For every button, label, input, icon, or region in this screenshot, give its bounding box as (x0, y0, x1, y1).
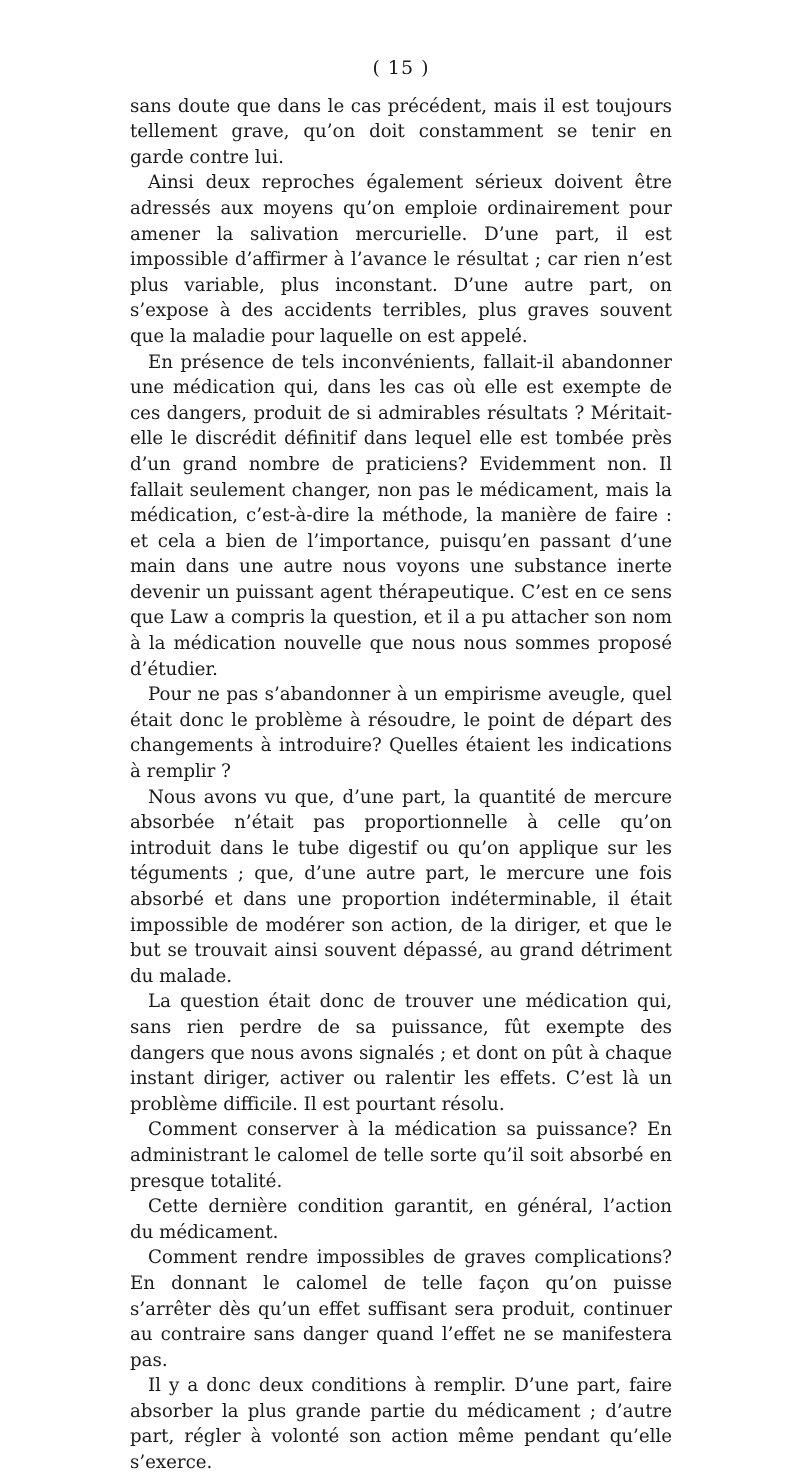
paragraph-3: En présence de tels inconvénients, fallait-il abandonner une médication qui, dans les cas où elle est exempte de ces dangers, produit de si admirables résultats ? Méritait-elle le discrédit définitif dans lequel elle est tombée près d’un grand nombre de praticiens? Evidemment non. Il fallait seulement changer, non pas le médicament, mais la médication, c’est-à-dire la méthode, la manière de faire : et cela a bien de l’importance, puisqu’en passant d’une main dans une autre nous voyons une substance inerte devenir un puissant agent thérapeutique. C’est en ce sens que Law a compris la question, et il a pu attacher son nom à la médication nouvelle que nous nous sommes proposé d’étudier. (130, 351, 672, 680)
paragraph-8: Cette dernière condition garantit, en général, l’action du médicament. (130, 1196, 672, 1243)
paragraph-6: La question était donc de trouver une médication qui, sans rien perdre de sa puissance, fût exempte des dangers que nous avons signalés ; et dont on pût à chaque instant diriger, activer ou ralentir les effets. C’est là un problème difficile. Il est pourtant résolu. (130, 991, 672, 1115)
paragraph-5: Nous avons vu que, d’une part, la quantité de mercure absorbée n’était pas proportionnelle à celle qu’on introduit dans le tube digestif ou qu’on applique sur les téguments ; que, d’une autre part, le mercure une fois absorbé et dans une proportion indéterminable, il était impossible de modérer son action, de la diriger, et que le but se trouvait ainsi souvent dépassé, au grand détriment du malade. (130, 786, 672, 987)
paragraph-2: Ainsi deux reproches également sérieux doivent être adressés aux moyens qu’on emploie ordinairement pour amener la salivation mercurielle. D’une part, il est impossible d’affirmer à l’avance le résultat ; car rien n’est plus variable, plus inconstant. D’une autre part, on s’expose à des accidents terribles, plus graves souvent que la maladie pour laquelle on est appelé. (130, 172, 672, 347)
paragraph-10: Il y a donc deux conditions à remplir. D’une part, faire absorber la plus grande partie du médicament ; d’autre part, régler à volonté son action même pendant qu’elle s’exerce. (130, 1375, 672, 1474)
page-number: ( 15 ) (372, 57, 430, 79)
paragraph-9: Comment rendre impossibles de graves complications? En donnant le calomel de telle façon qu’on puisse s’arrêter dès qu’un effet suffisant sera produit, continuer au contraire sans danger quand l’effet ne se manifestera pas. (130, 1247, 672, 1371)
book-page (130, 56, 672, 1476)
paragraph-7: Comment conserver à la médication sa puissance? En administrant le calomel de telle sorte qu’il soit absorbé en presque totalité. (130, 1119, 672, 1192)
body-text (130, 94, 672, 1476)
paragraph-1: sans doute que dans le cas précédent, mais il est toujours tellement grave, qu’on doit constamment se tenir en garde contre lui. (130, 95, 672, 168)
paragraph-4: Pour ne pas s’abandonner à un empirisme aveugle, quel était donc le problème à résoudre, le point de départ des changements à introduire? Quelles étaient les indications à remplir ? (130, 684, 672, 783)
